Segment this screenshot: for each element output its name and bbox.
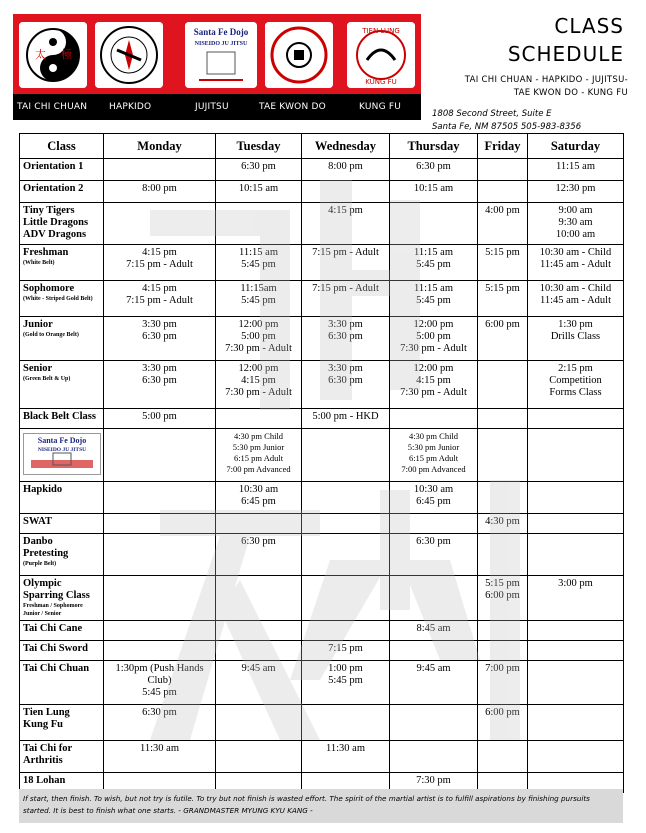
class-name-cell — [20, 361, 104, 409]
class-name: Danbo Pretesting — [23, 536, 69, 559]
time-cell-monday — [104, 621, 216, 641]
time-cell-monday: 4:15 pm 7:15 pm - Adult — [104, 281, 216, 317]
schedule-body — [20, 159, 624, 793]
header-class: Class — [20, 134, 104, 159]
svg-text:KUNG FU: KUNG FU — [365, 78, 397, 86]
class-name-cell — [20, 159, 104, 181]
time-cell-tuesday — [216, 621, 302, 641]
dojo-logo-title: Santa Fe Dojo — [37, 436, 87, 445]
time-cell-saturday: 10:30 am - Child 11:45 am - Adult — [528, 245, 624, 281]
class-name: Tai Chi for Arthritis — [23, 743, 73, 766]
time-cell-saturday: 9:00 am 9:30 am 10:00 am — [528, 203, 624, 245]
class-belt-note: (Gold to Orange Belt) — [23, 332, 79, 338]
table-row — [20, 429, 624, 482]
banner-logo-strip — [13, 14, 421, 94]
title-line-2: SCHEDULE — [507, 42, 624, 66]
time-cell-thursday: 11:15 am 5:45 pm — [390, 281, 478, 317]
program-kung-fu: KUNG FU — [359, 102, 401, 112]
class-name-cell — [20, 641, 104, 661]
time-cell-thursday: 6:30 pm — [390, 159, 478, 181]
class-name-cell — [20, 741, 104, 773]
time-cell-friday — [478, 621, 528, 641]
time-cell-monday: 11:30 am — [104, 741, 216, 773]
tai-chi-logo — [19, 22, 87, 88]
tien-lung-logo — [347, 22, 415, 88]
time-cell-friday — [478, 741, 528, 773]
time-cell-saturday: 1:30 pm Drills Class — [528, 317, 624, 361]
time-cell-tuesday — [216, 641, 302, 661]
time-cell-tuesday — [216, 514, 302, 534]
class-name: Tai Chi Cane — [23, 623, 83, 634]
time-cell-tuesday: 11:15am 5:45 pm — [216, 281, 302, 317]
time-cell-friday — [478, 429, 528, 482]
time-cell-saturday — [528, 641, 624, 661]
time-cell-tuesday: 4:30 pm Child 5:30 pm Junior 6:15 pm Adult 7:00 pm Advanced — [216, 429, 302, 482]
time-cell-saturday — [528, 661, 624, 705]
time-cell-tuesday: 11:15 am 5:45 pm — [216, 245, 302, 281]
time-cell-wednesday: 8:00 pm — [302, 159, 390, 181]
class-name: Tiny Tigers Little Dragons ADV Dragons — [23, 205, 89, 240]
class-name-cell — [20, 281, 104, 317]
table-row — [20, 203, 624, 245]
time-cell-monday — [104, 514, 216, 534]
class-name-cell — [20, 203, 104, 245]
table-row — [20, 361, 624, 409]
time-cell-saturday — [528, 409, 624, 429]
table-row — [20, 661, 624, 705]
time-cell-wednesday: 3:30 pm 6:30 pm — [302, 361, 390, 409]
time-cell-tuesday: 6:30 pm — [216, 534, 302, 576]
time-cell-tuesday: 12:00 pm 4:15 pm 7:30 pm - Adult — [216, 361, 302, 409]
time-cell-friday — [478, 181, 528, 203]
time-cell-saturday — [528, 621, 624, 641]
program-hapkido: HAPKIDO — [109, 102, 152, 112]
time-cell-friday: 6:00 pm — [478, 705, 528, 741]
time-cell-wednesday: 5:00 pm - HKD — [302, 409, 390, 429]
time-cell-tuesday: 10:30 am 6:45 pm — [216, 482, 302, 514]
class-name: Orientation 2 — [23, 183, 84, 194]
santa-fe-dojo-logo — [185, 22, 257, 88]
table-row — [20, 641, 624, 661]
yin-yang-icon — [19, 22, 87, 88]
time-cell-tuesday: 6:30 pm — [216, 159, 302, 181]
class-name: Tien Lung Kung Fu — [23, 707, 70, 730]
address-line-2: Santa Fe, NM 87505 505-983-8356 — [432, 122, 582, 132]
hapkido-logo — [95, 22, 163, 88]
time-cell-thursday — [390, 705, 478, 741]
time-cell-thursday: 7:30 pm — [390, 773, 478, 793]
time-cell-thursday: 8:45 am — [390, 621, 478, 641]
class-belt-note: (Purple Belt) — [23, 561, 57, 567]
time-cell-saturday: 2:15 pm Competition Forms Class — [528, 361, 624, 409]
header-tuesday: Tuesday — [216, 134, 302, 159]
time-cell-wednesday: 4:15 pm — [302, 203, 390, 245]
time-cell-wednesday: 7:15 pm - Adult — [302, 281, 390, 317]
time-cell-saturday — [528, 705, 624, 741]
time-cell-monday — [104, 159, 216, 181]
table-row — [20, 409, 624, 429]
header-thursday: Thursday — [390, 134, 478, 159]
time-cell-wednesday: 7:15 pm — [302, 641, 390, 661]
header-saturday: Saturday — [528, 134, 624, 159]
class-belt-note: Freshman / Sophomore Junior / Senior — [23, 603, 83, 617]
time-cell-tuesday — [216, 741, 302, 773]
time-cell-monday: 4:15 pm 7:15 pm - Adult — [104, 245, 216, 281]
time-cell-saturday: 10:30 am - Child 11:45 am - Adult — [528, 281, 624, 317]
time-cell-wednesday — [302, 429, 390, 482]
program-tai-chi: TAI CHI CHUAN — [17, 102, 88, 112]
table-row — [20, 741, 624, 773]
time-cell-wednesday — [302, 482, 390, 514]
class-name: Junior — [23, 319, 53, 330]
table-row — [20, 576, 624, 621]
time-cell-monday — [104, 429, 216, 482]
disciplines-subtitle — [432, 74, 628, 100]
time-cell-saturday — [528, 514, 624, 534]
time-cell-thursday — [390, 741, 478, 773]
address-line-1: 1808 Second Street, Suite E — [432, 109, 552, 119]
class-name: 18 Lohan — [23, 775, 66, 786]
dojo-logo-subtitle: NISEIDO JU JITSU — [37, 447, 87, 453]
time-cell-friday — [478, 361, 528, 409]
time-cell-thursday: 11:15 am 5:45 pm — [390, 245, 478, 281]
schedule-table — [19, 133, 624, 793]
subtitle-line-2: TAE KWON DO - KUNG FU — [513, 88, 628, 98]
time-cell-thursday — [390, 514, 478, 534]
time-cell-wednesday — [302, 576, 390, 621]
time-cell-tuesday: 10:15 am — [216, 181, 302, 203]
time-cell-monday — [104, 482, 216, 514]
header-friday: Friday — [478, 134, 528, 159]
class-name: Senior — [23, 363, 53, 374]
time-cell-thursday: 12:00 pm 5:00 pm 7:30 pm - Adult — [390, 317, 478, 361]
class-name: Tai Chi Sword — [23, 643, 88, 654]
time-cell-tuesday: 12:00 pm 5:00 pm 7:30 pm - Adult — [216, 317, 302, 361]
table-row — [20, 514, 624, 534]
time-cell-wednesday — [302, 705, 390, 741]
time-cell-friday — [478, 641, 528, 661]
program-strip — [13, 98, 421, 118]
time-cell-wednesday — [302, 514, 390, 534]
time-cell-tuesday — [216, 203, 302, 245]
time-cell-thursday: 9:45 am — [390, 661, 478, 705]
time-cell-friday: 5:15 pm — [478, 245, 528, 281]
page-title — [484, 12, 624, 68]
class-name-cell — [20, 429, 104, 482]
time-cell-thursday: 6:30 pm — [390, 534, 478, 576]
time-cell-wednesday — [302, 181, 390, 203]
time-cell-friday: 7:00 pm — [478, 661, 528, 705]
class-name: Orientation 1 — [23, 161, 84, 172]
class-belt-note: (White Belt) — [23, 260, 55, 266]
table-row — [20, 281, 624, 317]
class-name: SWAT — [23, 516, 52, 527]
table-row — [20, 621, 624, 641]
program-jujitsu: JUJITSU — [195, 102, 229, 112]
time-cell-monday: 5:00 pm — [104, 409, 216, 429]
time-cell-thursday: 12:00 pm 4:15 pm 7:30 pm - Adult — [390, 361, 478, 409]
table-row — [20, 181, 624, 203]
table-row — [20, 159, 624, 181]
svg-text:TIEN LUNG: TIEN LUNG — [362, 27, 400, 35]
class-belt-note: (White - Striped Gold Belt) — [23, 296, 93, 302]
time-cell-tuesday — [216, 576, 302, 621]
table-header-row — [20, 134, 624, 159]
time-cell-thursday — [390, 203, 478, 245]
tkd-emblem-icon — [265, 22, 333, 88]
time-cell-thursday: 10:15 am — [390, 181, 478, 203]
class-name-cell — [20, 409, 104, 429]
time-cell-saturday — [528, 429, 624, 482]
time-cell-thursday: 4:30 pm Child 5:30 pm Junior 6:15 pm Adult 7:00 pm Advanced — [390, 429, 478, 482]
class-name: Sophomore — [23, 283, 75, 294]
time-cell-saturday — [528, 482, 624, 514]
time-cell-friday — [478, 159, 528, 181]
time-cell-friday — [478, 534, 528, 576]
santa-fe-dojo-small-logo — [23, 433, 101, 475]
time-cell-saturday: 11:15 am — [528, 159, 624, 181]
svg-text:Santa Fe Dojo: Santa Fe Dojo — [193, 27, 249, 37]
time-cell-thursday: 10:30 am 6:45 pm — [390, 482, 478, 514]
svg-text:極: 極 — [61, 48, 72, 61]
subtitle-line-1: TAI CHI CHUAN - HAPKIDO - JUJITSU- — [464, 75, 628, 85]
class-name-cell — [20, 482, 104, 514]
time-cell-saturday — [528, 741, 624, 773]
class-name-cell — [20, 181, 104, 203]
class-name-cell — [20, 661, 104, 705]
time-cell-wednesday: 11:30 am — [302, 741, 390, 773]
time-cell-monday — [104, 203, 216, 245]
class-name: Freshman — [23, 247, 69, 258]
dragon-emblem-icon — [347, 22, 415, 88]
svg-text:太: 太 — [35, 48, 46, 61]
header-monday: Monday — [104, 134, 216, 159]
time-cell-monday — [104, 641, 216, 661]
time-cell-friday: 4:30 pm — [478, 514, 528, 534]
address — [432, 108, 628, 134]
tae-kwon-do-logo — [265, 22, 333, 88]
time-cell-monday — [104, 534, 216, 576]
time-cell-tuesday — [216, 705, 302, 741]
time-cell-friday — [478, 409, 528, 429]
program-tae-kwon-do: TAE KWON DO — [259, 102, 326, 112]
class-name: Hapkido — [23, 484, 63, 495]
time-cell-monday: 1:30pm (Push Hands Club) 5:45 pm — [104, 661, 216, 705]
time-cell-saturday: 12:30 pm — [528, 181, 624, 203]
dojo-emblem-icon — [185, 22, 257, 88]
time-cell-friday — [478, 482, 528, 514]
time-cell-wednesday: 1:00 pm 5:45 pm — [302, 661, 390, 705]
time-cell-monday: 3:30 pm 6:30 pm — [104, 361, 216, 409]
class-name-cell — [20, 514, 104, 534]
table-row — [20, 534, 624, 576]
time-cell-friday: 5:15 pm — [478, 281, 528, 317]
time-cell-thursday — [390, 576, 478, 621]
class-name-cell — [20, 317, 104, 361]
time-cell-saturday — [528, 534, 624, 576]
time-cell-wednesday — [302, 534, 390, 576]
table-row — [20, 705, 624, 741]
time-cell-tuesday: 9:45 am — [216, 661, 302, 705]
title-line-1: CLASS — [554, 14, 624, 38]
time-cell-monday: 6:30 pm — [104, 705, 216, 741]
hapkido-emblem-icon — [95, 22, 163, 88]
time-cell-friday: 5:15 pm 6:00 pm — [478, 576, 528, 621]
svg-text:NISEIDO JU JITSU: NISEIDO JU JITSU — [194, 41, 248, 47]
time-cell-thursday — [390, 409, 478, 429]
time-cell-monday: 3:30 pm 6:30 pm — [104, 317, 216, 361]
time-cell-friday: 4:00 pm — [478, 203, 528, 245]
class-name-cell — [20, 576, 104, 621]
class-name: Black Belt Class — [23, 411, 96, 422]
class-name-cell — [20, 705, 104, 741]
time-cell-monday: 8:00 pm — [104, 181, 216, 203]
time-cell-wednesday: 7:15 pm - Adult — [302, 245, 390, 281]
time-cell-saturday: 3:00 pm — [528, 576, 624, 621]
time-cell-wednesday — [302, 621, 390, 641]
class-name: Olympic Sparring Class — [23, 578, 90, 601]
header-wednesday: Wednesday — [302, 134, 390, 159]
class-name-cell — [20, 534, 104, 576]
time-cell-thursday — [390, 641, 478, 661]
table-row — [20, 317, 624, 361]
header-banner — [13, 14, 421, 120]
class-name-cell — [20, 245, 104, 281]
table-row — [20, 482, 624, 514]
time-cell-friday: 6:00 pm — [478, 317, 528, 361]
class-name: Tai Chi Chuan — [23, 663, 90, 674]
time-cell-tuesday — [216, 409, 302, 429]
footer-quote: If start, then finish. To wish, but not try is futile. To try but not finish is wasted effort. The spirit of the martial artist is to fulfill aspirations by finishing pursuits started. It is best to finish what one starts. - GRANDMASTER MYUNG KYU KANG - — [19, 789, 623, 823]
time-cell-wednesday: 3:30 pm 6:30 pm — [302, 317, 390, 361]
class-name-cell — [20, 621, 104, 641]
class-belt-note: (Green Belt & Up) — [23, 376, 71, 382]
time-cell-monday — [104, 576, 216, 621]
table-row — [20, 245, 624, 281]
